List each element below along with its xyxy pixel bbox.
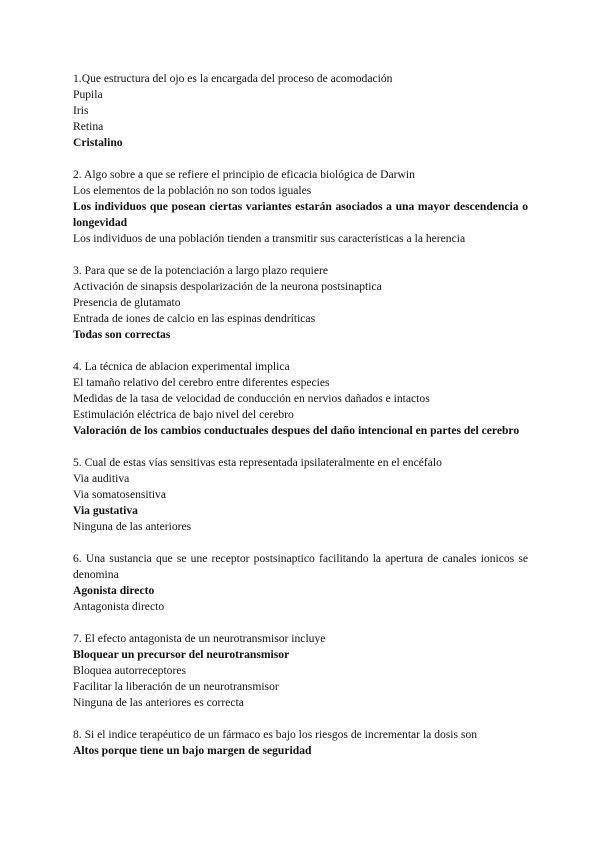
answer-option: El tamaño relativo del cerebro entre diferentes especies [73,376,330,389]
answer-option: Los individuos de una población tienden a transmitir sus características a la herencia [73,232,466,245]
question-2 [73,167,528,247]
answer-option: Activación de sinapsis despolarización de la neurona postsinaptica [73,280,382,293]
question-text: 5. Cual de estas vías sensitivas esta representada ipsilateralmente en el encéfalo [73,456,442,469]
question-8 [73,727,528,759]
question-text: 3. Para que se de la potenciación a largo plazo requiere [73,264,329,277]
answer-option-correct: Todas son correctas [73,328,171,341]
question-text: 8. Si el indice terapéutico de un fármaco es bajo los riesgos de incrementar la dosis son [73,728,478,741]
question-text: 4. La técnica de ablacion experimental implica [73,360,290,373]
answer-option: Retina [73,120,104,133]
answer-option: Ninguna de las anteriores es correcta [73,696,244,709]
answer-option: Los elementos de la población no son todos iguales [73,184,312,197]
question-text: 1.Que estructura del ojo es la encargada del proceso de acomodación [73,72,393,85]
question-7 [73,631,528,711]
question-3 [73,263,528,343]
answer-option: Pupila [73,88,103,101]
question-5 [73,455,528,535]
question-text: 2. Algo sobre a que se refiere el principio de eficacia biológica de Darwin [73,168,415,181]
question-text: 6. Una sustancia que se une receptor postsinaptico facilitando la apertura de canales ionicos se denomina [73,552,528,581]
answer-option: Antagonista directo [73,600,165,613]
answer-option: Via auditiva [73,472,130,485]
answer-option-correct: Agonista directo [73,584,155,597]
answer-option-correct: Los individuos que posean ciertas variantes estarán asociados a una mayor descendencia o longevidad [73,200,528,229]
question-4 [73,359,528,439]
answer-option-correct: Valoración de los cambios conductuales despues del daño intencional en partes del cerebro [73,424,520,437]
answer-option: Via somatosensitiva [73,488,167,501]
answer-option: Iris [73,104,89,117]
answer-option: Presencia de glutamato [73,296,181,309]
answer-option-correct: Altos porque tiene un bajo margen de seguridad [73,744,312,757]
answer-option: Facilitar la liberación de un neurotransmisor [73,680,279,693]
answer-option-correct: Cristalino [73,136,123,149]
answer-option: Entrada de iones de calcio en las espinas dendríticas [73,312,316,325]
answer-option-correct: Bloquear un precursor del neurotransmisor [73,648,290,661]
answer-option: Ninguna de las anteriores [73,520,192,533]
answer-option-correct: Via gustativa [73,504,138,517]
question-text: 7. El efecto antagonista de un neurotransmisor incluye [73,632,326,645]
answer-option: Medidas de la tasa de velocidad de conducción en nervios dañados e intactos [73,392,430,405]
document-page [73,71,528,775]
answer-option: Bloquea autorreceptores [73,664,186,677]
question-6 [73,551,528,615]
answer-option: Estimulación eléctrica de bajo nivel del cerebro [73,408,294,421]
question-1 [73,71,528,151]
